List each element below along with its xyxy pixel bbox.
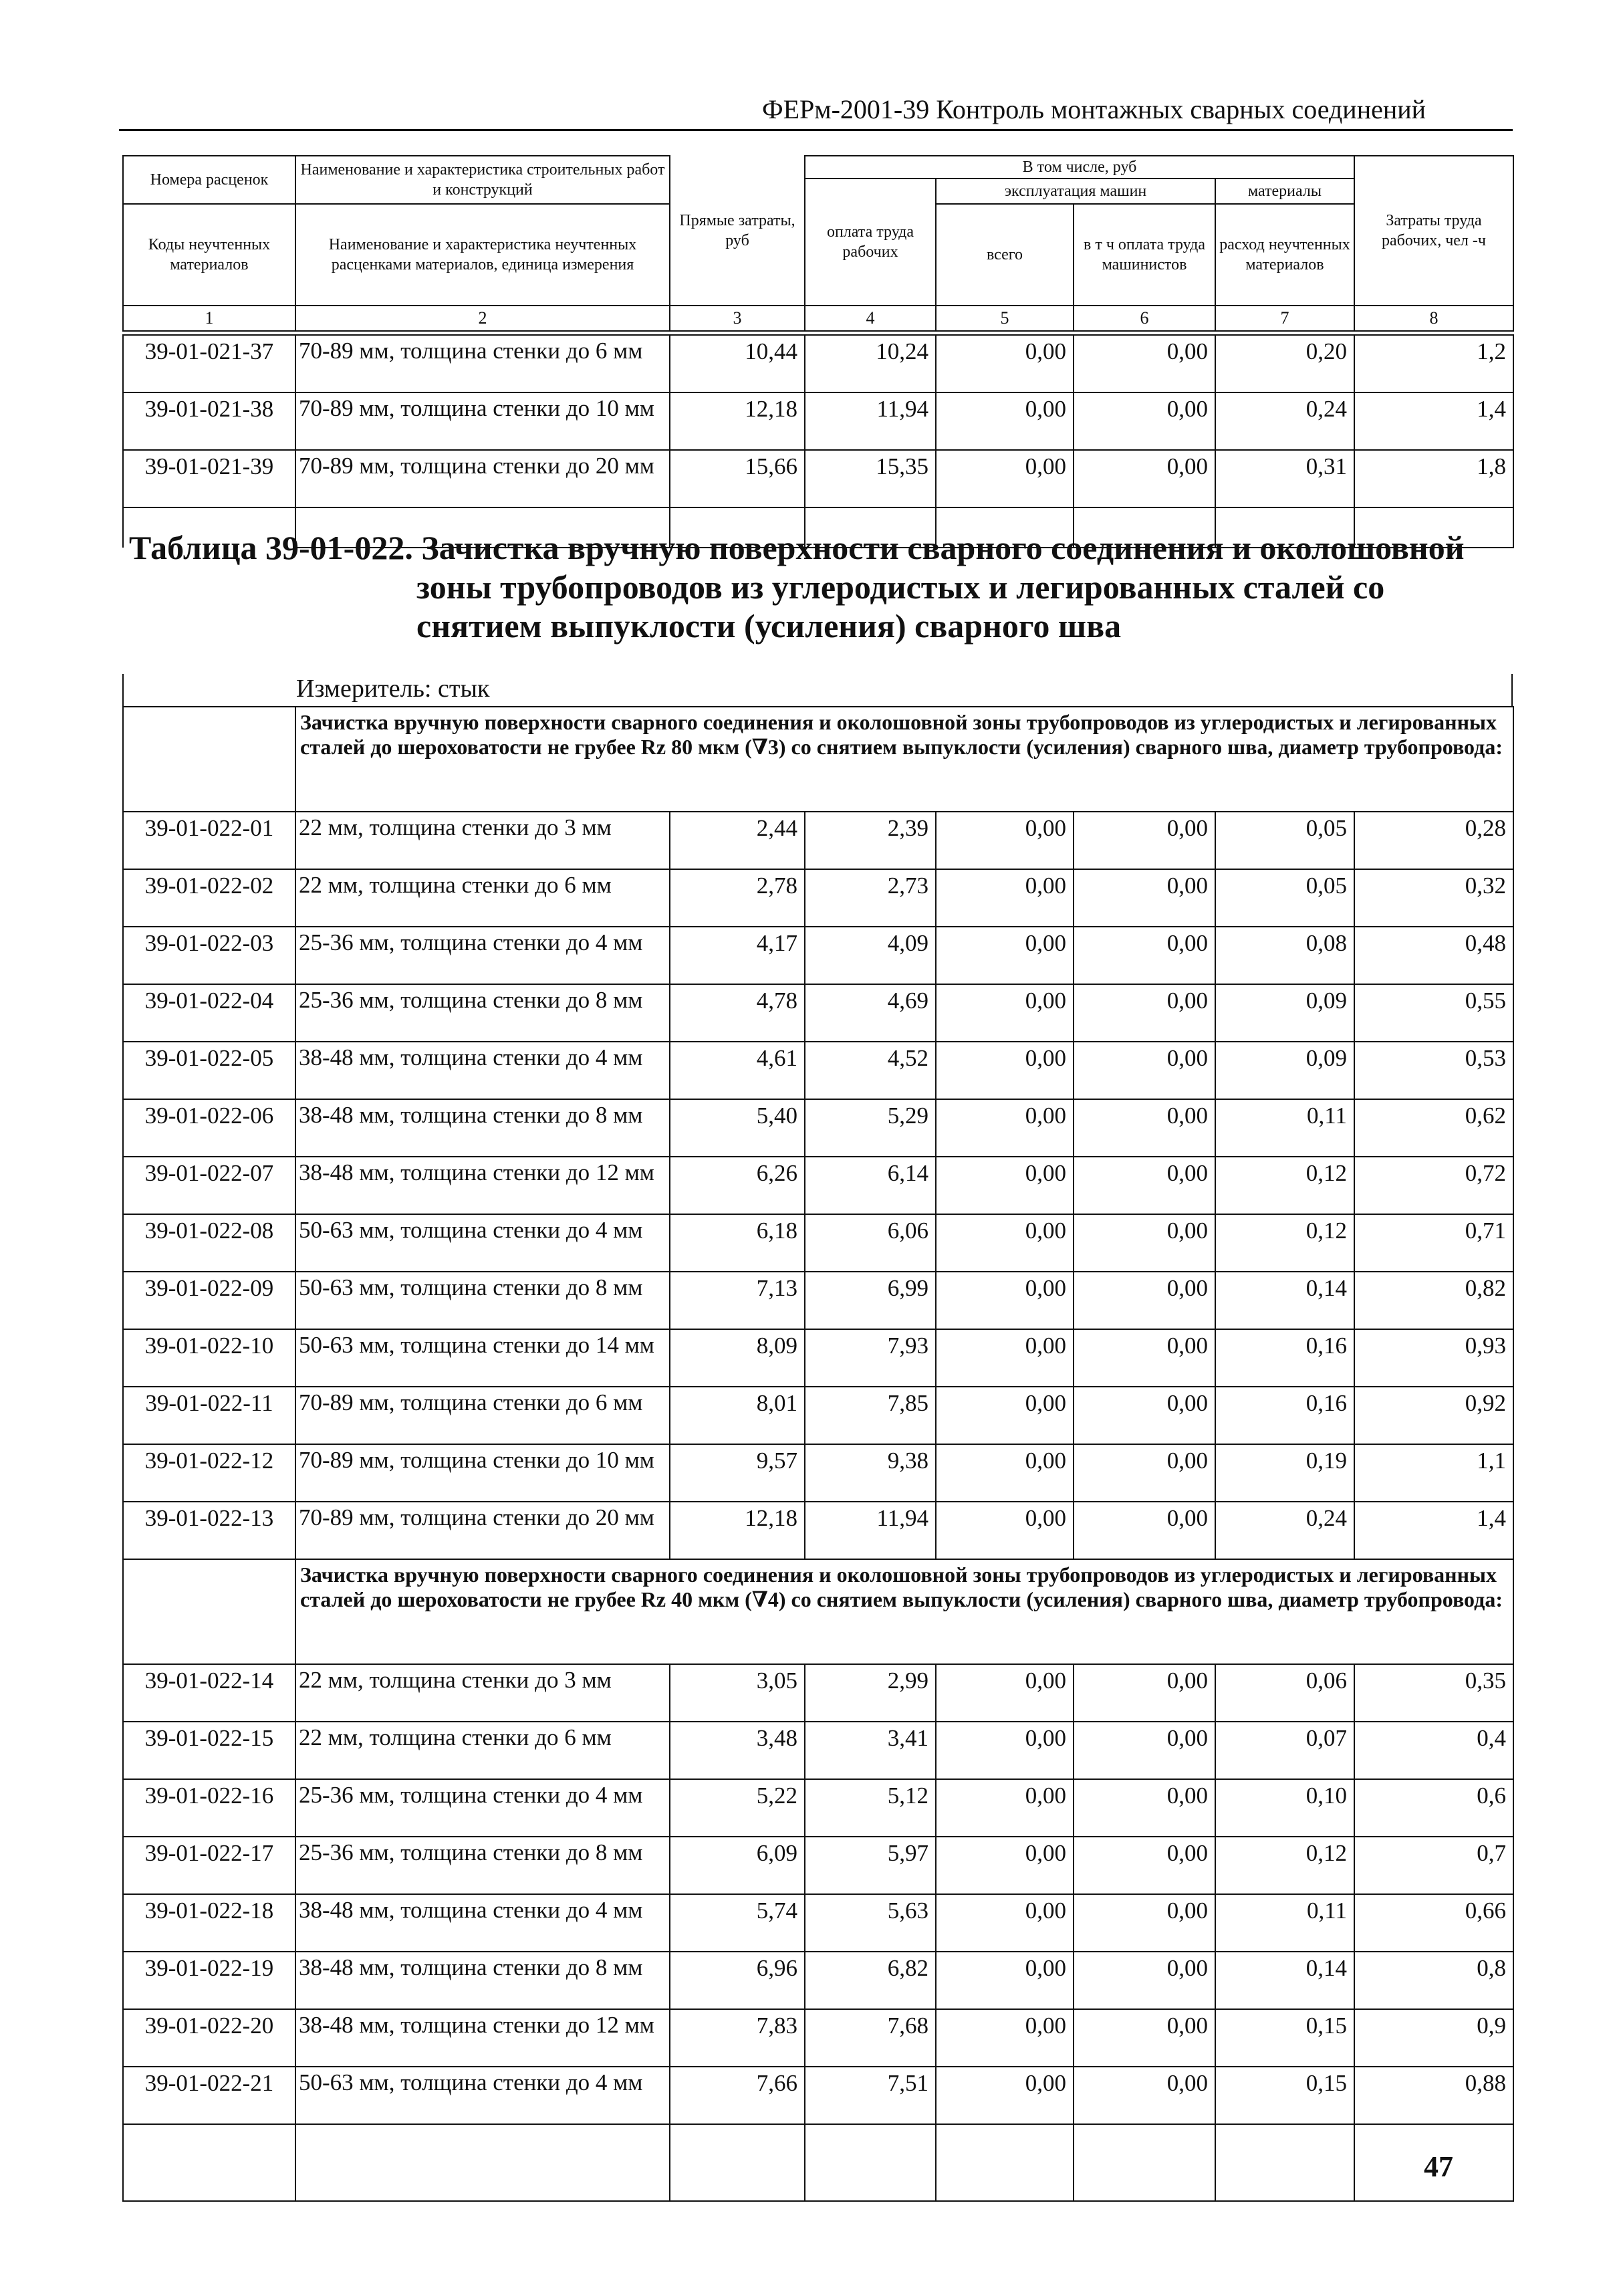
table-row bbox=[123, 2009, 1513, 2067]
machines-total-value: 0,00 bbox=[936, 1779, 1074, 1837]
meter-line bbox=[122, 674, 1513, 706]
labor-value: 0,28 bbox=[1354, 812, 1513, 869]
labor-value: 0,93 bbox=[1354, 1329, 1513, 1387]
direct-costs-value: 7,13 bbox=[670, 1272, 805, 1329]
table-row bbox=[123, 450, 1513, 507]
materials-value: 0,09 bbox=[1215, 1042, 1354, 1099]
header-name-top: Наименование и характеристика строительных работ и конструкций bbox=[295, 156, 670, 204]
rate-code: 39-01-022-07 bbox=[123, 1157, 295, 1214]
labor-value: 0,92 bbox=[1354, 1387, 1513, 1444]
header-machines: эксплуатация машин bbox=[936, 179, 1215, 204]
direct-costs-value: 6,26 bbox=[670, 1157, 805, 1214]
work-name: 70-89 мм, толщина стенки до 6 мм bbox=[295, 335, 670, 392]
machines-total-value: 0,00 bbox=[936, 1952, 1074, 2009]
table-row bbox=[123, 1894, 1513, 1952]
machinists-wages-value: 0,00 bbox=[1074, 1779, 1215, 1837]
work-name: 70-89 мм, толщина стенки до 20 мм bbox=[295, 1502, 670, 1559]
header-machines-total: всего bbox=[936, 204, 1074, 306]
table-title bbox=[122, 528, 1513, 646]
wages-value: 5,29 bbox=[805, 1099, 936, 1157]
work-name: 25-36 мм, толщина стенки до 4 мм bbox=[295, 1779, 670, 1837]
group-code-cell bbox=[123, 1559, 295, 1664]
machinists-wages-value: 0,00 bbox=[1074, 335, 1215, 392]
work-name: 22 мм, толщина стенки до 6 мм bbox=[295, 1722, 670, 1779]
direct-costs-value: 5,22 bbox=[670, 1779, 805, 1837]
direct-costs-value: 5,40 bbox=[670, 1099, 805, 1157]
labor-value: 1,4 bbox=[1354, 392, 1513, 450]
materials-value: 0,24 bbox=[1215, 1502, 1354, 1559]
machinists-wages-value: 0,00 bbox=[1074, 1837, 1215, 1894]
machinists-wages-value: 0,00 bbox=[1074, 869, 1215, 927]
machinists-wages-value: 0,00 bbox=[1074, 450, 1215, 507]
rates-table bbox=[122, 706, 1514, 2202]
materials-value: 0,12 bbox=[1215, 1214, 1354, 1272]
machines-total-value: 0,00 bbox=[936, 1329, 1074, 1387]
materials-value: 0,16 bbox=[1215, 1387, 1354, 1444]
machines-total-value: 0,00 bbox=[936, 1894, 1074, 1952]
work-name: 50-63 мм, толщина стенки до 8 мм bbox=[295, 1272, 670, 1329]
work-name: 25-36 мм, толщина стенки до 8 мм bbox=[295, 1837, 670, 1894]
rate-code: 39-01-022-05 bbox=[123, 1042, 295, 1099]
table-row bbox=[123, 2067, 1513, 2124]
work-name: 25-36 мм, толщина стенки до 8 мм bbox=[295, 984, 670, 1042]
wages-value: 11,94 bbox=[805, 1502, 936, 1559]
work-name: 70-89 мм, толщина стенки до 10 мм bbox=[295, 392, 670, 450]
column-number: 8 bbox=[1354, 306, 1513, 331]
machines-total-value: 0,00 bbox=[936, 1502, 1074, 1559]
materials-value: 0,05 bbox=[1215, 812, 1354, 869]
wages-value: 5,97 bbox=[805, 1837, 936, 1894]
wages-value: 10,24 bbox=[805, 335, 936, 392]
table-row bbox=[123, 1837, 1513, 1894]
machines-total-value: 0,00 bbox=[936, 927, 1074, 984]
materials-value: 0,06 bbox=[1215, 1664, 1354, 1722]
rate-code: 39-01-022-14 bbox=[123, 1664, 295, 1722]
materials-value: 0,11 bbox=[1215, 1894, 1354, 1952]
machines-total-value: 0,00 bbox=[936, 1387, 1074, 1444]
direct-costs-value: 8,09 bbox=[670, 1329, 805, 1387]
direct-costs-value: 3,05 bbox=[670, 1664, 805, 1722]
wages-value: 6,14 bbox=[805, 1157, 936, 1214]
header-materials: материалы bbox=[1215, 179, 1354, 204]
labor-value: 0,6 bbox=[1354, 1779, 1513, 1837]
rate-code: 39-01-021-39 bbox=[123, 450, 295, 507]
materials-value: 0,05 bbox=[1215, 869, 1354, 927]
rate-code: 39-01-022-08 bbox=[123, 1214, 295, 1272]
materials-value: 0,15 bbox=[1215, 2009, 1354, 2067]
machines-total-value: 0,00 bbox=[936, 812, 1074, 869]
machinists-wages-value: 0,00 bbox=[1074, 1894, 1215, 1952]
materials-value: 0,31 bbox=[1215, 450, 1354, 507]
materials-value: 0,24 bbox=[1215, 392, 1354, 450]
materials-value: 0,15 bbox=[1215, 2067, 1354, 2124]
labor-value: 1,8 bbox=[1354, 450, 1513, 507]
direct-costs-value: 9,57 bbox=[670, 1444, 805, 1502]
header-including: В том числе, руб bbox=[805, 156, 1354, 179]
page-number: 47 bbox=[1424, 2150, 1453, 2183]
wages-value: 11,94 bbox=[805, 392, 936, 450]
wages-value: 4,69 bbox=[805, 984, 936, 1042]
header-wages: оплата труда рабочих bbox=[805, 179, 936, 306]
header-machinists-wages: в т ч оплата труда машинистов bbox=[1074, 204, 1215, 306]
wages-value: 7,93 bbox=[805, 1329, 936, 1387]
table-row bbox=[123, 1444, 1513, 1502]
column-number: 2 bbox=[295, 306, 670, 331]
rate-code: 39-01-022-19 bbox=[123, 1952, 295, 2009]
wages-value: 4,52 bbox=[805, 1042, 936, 1099]
machinists-wages-value: 0,00 bbox=[1074, 1272, 1215, 1329]
wages-value: 5,63 bbox=[805, 1894, 936, 1952]
rate-code: 39-01-021-38 bbox=[123, 392, 295, 450]
wages-value: 5,12 bbox=[805, 1779, 936, 1837]
rate-code: 39-01-022-06 bbox=[123, 1099, 295, 1157]
direct-costs-value: 2,78 bbox=[670, 869, 805, 927]
wages-value: 3,41 bbox=[805, 1722, 936, 1779]
direct-costs-value: 7,83 bbox=[670, 2009, 805, 2067]
materials-value: 0,11 bbox=[1215, 1099, 1354, 1157]
labor-value: 0,8 bbox=[1354, 1952, 1513, 2009]
meter-label: Измеритель: стык bbox=[296, 675, 490, 703]
table-row bbox=[123, 1779, 1513, 1837]
work-name: 38-48 мм, толщина стенки до 4 мм bbox=[295, 1042, 670, 1099]
machines-total-value: 0,00 bbox=[936, 1444, 1074, 1502]
work-name: 38-48 мм, толщина стенки до 8 мм bbox=[295, 1952, 670, 2009]
machines-total-value: 0,00 bbox=[936, 392, 1074, 450]
work-name: 70-89 мм, толщина стенки до 10 мм bbox=[295, 1444, 670, 1502]
table-row bbox=[123, 1214, 1513, 1272]
machines-total-value: 0,00 bbox=[936, 2009, 1074, 2067]
wages-value: 6,06 bbox=[805, 1214, 936, 1272]
wages-value: 2,73 bbox=[805, 869, 936, 927]
table-row bbox=[123, 1042, 1513, 1099]
group-heading-row bbox=[123, 707, 1513, 812]
labor-value: 0,88 bbox=[1354, 2067, 1513, 2124]
wages-value: 15,35 bbox=[805, 450, 936, 507]
rate-code: 39-01-022-01 bbox=[123, 812, 295, 869]
wages-value: 7,85 bbox=[805, 1387, 936, 1444]
table-number: Таблица 39-01-022. bbox=[129, 529, 413, 566]
machines-total-value: 0,00 bbox=[936, 1157, 1074, 1214]
labor-value: 0,82 bbox=[1354, 1272, 1513, 1329]
table-row bbox=[123, 869, 1513, 927]
machinists-wages-value: 0,00 bbox=[1074, 1387, 1215, 1444]
rate-code: 39-01-022-15 bbox=[123, 1722, 295, 1779]
column-header-table bbox=[122, 155, 1514, 332]
machinists-wages-value: 0,00 bbox=[1074, 1099, 1215, 1157]
direct-costs-value: 3,48 bbox=[670, 1722, 805, 1779]
direct-costs-value: 10,44 bbox=[670, 335, 805, 392]
labor-value: 0,7 bbox=[1354, 1837, 1513, 1894]
labor-value: 0,55 bbox=[1354, 984, 1513, 1042]
header-direct-costs: Прямые затраты, руб bbox=[670, 156, 805, 306]
work-name: 70-89 мм, толщина стенки до 20 мм bbox=[295, 450, 670, 507]
header-labor: Затраты труда рабочих, чел -ч bbox=[1354, 156, 1513, 306]
wages-value: 2,99 bbox=[805, 1664, 936, 1722]
labor-value: 0,35 bbox=[1354, 1664, 1513, 1722]
running-head: ФЕРм-2001-39 Контроль монтажных сварных соединений bbox=[762, 94, 1426, 124]
machines-total-value: 0,00 bbox=[936, 984, 1074, 1042]
work-name: 22 мм, толщина стенки до 3 мм bbox=[295, 1664, 670, 1722]
materials-value: 0,07 bbox=[1215, 1722, 1354, 1779]
wages-value: 6,99 bbox=[805, 1272, 936, 1329]
machines-total-value: 0,00 bbox=[936, 869, 1074, 927]
rate-code: 39-01-021-37 bbox=[123, 335, 295, 392]
machinists-wages-value: 0,00 bbox=[1074, 2067, 1215, 2124]
table-row bbox=[123, 1722, 1513, 1779]
machinists-wages-value: 0,00 bbox=[1074, 2009, 1215, 2067]
header-codes-top: Номера расценок bbox=[123, 156, 295, 204]
column-number: 7 bbox=[1215, 306, 1354, 331]
rate-code: 39-01-022-12 bbox=[123, 1444, 295, 1502]
work-name: 38-48 мм, толщина стенки до 12 мм bbox=[295, 2009, 670, 2067]
wages-value: 4,09 bbox=[805, 927, 936, 984]
rate-code: 39-01-022-09 bbox=[123, 1272, 295, 1329]
materials-value: 0,14 bbox=[1215, 1952, 1354, 2009]
machines-total-value: 0,00 bbox=[936, 2067, 1074, 2124]
machinists-wages-value: 0,00 bbox=[1074, 812, 1215, 869]
header-codes-bottom: Коды неучтенных материалов bbox=[123, 204, 295, 306]
labor-value: 0,72 bbox=[1354, 1157, 1513, 1214]
header-name-bottom: Наименование и характеристика неучтенных расценками материалов, единица измерения bbox=[295, 204, 670, 306]
rate-code: 39-01-022-03 bbox=[123, 927, 295, 984]
machinists-wages-value: 0,00 bbox=[1074, 1502, 1215, 1559]
labor-value: 0,32 bbox=[1354, 869, 1513, 927]
group-code-cell bbox=[123, 707, 295, 812]
work-name: 22 мм, толщина стенки до 3 мм bbox=[295, 812, 670, 869]
table-row bbox=[123, 1099, 1513, 1157]
table-row bbox=[123, 1952, 1513, 2009]
direct-costs-value: 12,18 bbox=[670, 392, 805, 450]
work-name: 50-63 мм, толщина стенки до 4 мм bbox=[295, 1214, 670, 1272]
direct-costs-value: 4,61 bbox=[670, 1042, 805, 1099]
labor-value: 1,4 bbox=[1354, 1502, 1513, 1559]
machinists-wages-value: 0,00 bbox=[1074, 1157, 1215, 1214]
work-name: 22 мм, толщина стенки до 6 мм bbox=[295, 869, 670, 927]
materials-value: 0,09 bbox=[1215, 984, 1354, 1042]
rate-code: 39-01-022-10 bbox=[123, 1329, 295, 1387]
rate-code: 39-01-022-13 bbox=[123, 1502, 295, 1559]
continuation-table bbox=[122, 334, 1514, 548]
rate-code: 39-01-022-17 bbox=[123, 1837, 295, 1894]
labor-value: 0,71 bbox=[1354, 1214, 1513, 1272]
labor-value: 1,2 bbox=[1354, 335, 1513, 392]
table-title-line: снятием выпуклости (усиления) сварного шва bbox=[416, 607, 1122, 645]
column-number: 5 bbox=[936, 306, 1074, 331]
column-number: 1 bbox=[123, 306, 295, 331]
machinists-wages-value: 0,00 bbox=[1074, 927, 1215, 984]
header-rule bbox=[119, 129, 1513, 131]
wages-value: 9,38 bbox=[805, 1444, 936, 1502]
direct-costs-value: 7,66 bbox=[670, 2067, 805, 2124]
table-title-line: зоны трубопроводов из углеродистых и легированных сталей со bbox=[416, 568, 1385, 606]
direct-costs-value: 2,44 bbox=[670, 812, 805, 869]
materials-value: 0,10 bbox=[1215, 1779, 1354, 1837]
labor-value: 0,62 bbox=[1354, 1099, 1513, 1157]
column-number: 3 bbox=[670, 306, 805, 331]
rate-code: 39-01-022-16 bbox=[123, 1779, 295, 1837]
wages-value: 7,68 bbox=[805, 2009, 936, 2067]
machinists-wages-value: 0,00 bbox=[1074, 1214, 1215, 1272]
work-name: 50-63 мм, толщина стенки до 4 мм bbox=[295, 2067, 670, 2124]
work-name: 25-36 мм, толщина стенки до 4 мм bbox=[295, 927, 670, 984]
direct-costs-value: 5,74 bbox=[670, 1894, 805, 1952]
labor-value: 0,4 bbox=[1354, 1722, 1513, 1779]
labor-value: 0,9 bbox=[1354, 2009, 1513, 2067]
group-heading-row bbox=[123, 1559, 1513, 1664]
table-row bbox=[123, 984, 1513, 1042]
table-row bbox=[123, 1329, 1513, 1387]
column-number: 6 bbox=[1074, 306, 1215, 331]
work-name: 50-63 мм, толщина стенки до 14 мм bbox=[295, 1329, 670, 1387]
labor-value: 1,1 bbox=[1354, 1444, 1513, 1502]
machines-total-value: 0,00 bbox=[936, 1837, 1074, 1894]
table-row bbox=[123, 812, 1513, 869]
wages-value: 6,82 bbox=[805, 1952, 936, 2009]
labor-value: 0,53 bbox=[1354, 1042, 1513, 1099]
machines-total-value: 0,00 bbox=[936, 1042, 1074, 1099]
table-title-line: Зачистка вручную поверхности сварного соединения и околошовной bbox=[421, 529, 1465, 566]
table-row bbox=[123, 1272, 1513, 1329]
direct-costs-value: 8,01 bbox=[670, 1387, 805, 1444]
work-name: 38-48 мм, толщина стенки до 12 мм bbox=[295, 1157, 670, 1214]
machines-total-value: 0,00 bbox=[936, 1214, 1074, 1272]
table-row bbox=[123, 1157, 1513, 1214]
column-number: 4 bbox=[805, 306, 936, 331]
labor-value: 0,66 bbox=[1354, 1894, 1513, 1952]
table-row bbox=[123, 927, 1513, 984]
group-heading: Зачистка вручную поверхности сварного соединения и околошовной зоны трубопроводов из углеродистых и легированных сталей до шероховатости не грубее Rz 40 мкм (∇4) со снятием выпуклости (усиления) сварного шва, диаметр трубопровода: bbox=[295, 1559, 1513, 1664]
machines-total-value: 0,00 bbox=[936, 335, 1074, 392]
rate-code: 39-01-022-21 bbox=[123, 2067, 295, 2124]
machinists-wages-value: 0,00 bbox=[1074, 1042, 1215, 1099]
group-heading: Зачистка вручную поверхности сварного соединения и околошовной зоны трубопроводов из углеродистых и легированных сталей до шероховатости не грубее Rz 80 мкм (∇3) со снятием выпуклости (усиления) сварного шва, диаметр трубопровода: bbox=[295, 707, 1513, 812]
machinists-wages-value: 0,00 bbox=[1074, 1444, 1215, 1502]
work-name: 38-48 мм, толщина стенки до 8 мм bbox=[295, 1099, 670, 1157]
machines-total-value: 0,00 bbox=[936, 450, 1074, 507]
rate-code: 39-01-022-02 bbox=[123, 869, 295, 927]
table-row bbox=[123, 1387, 1513, 1444]
machinists-wages-value: 0,00 bbox=[1074, 392, 1215, 450]
materials-value: 0,08 bbox=[1215, 927, 1354, 984]
machines-total-value: 0,00 bbox=[936, 1099, 1074, 1157]
rate-code: 39-01-022-18 bbox=[123, 1894, 295, 1952]
machinists-wages-value: 0,00 bbox=[1074, 984, 1215, 1042]
direct-costs-value: 6,96 bbox=[670, 1952, 805, 2009]
table-title-block bbox=[122, 528, 1513, 646]
direct-costs-value: 4,17 bbox=[670, 927, 805, 984]
direct-costs-value: 12,18 bbox=[670, 1502, 805, 1559]
wages-value: 7,51 bbox=[805, 2067, 936, 2124]
rate-code: 39-01-022-11 bbox=[123, 1387, 295, 1444]
materials-value: 0,12 bbox=[1215, 1837, 1354, 1894]
machinists-wages-value: 0,00 bbox=[1074, 1664, 1215, 1722]
machines-total-value: 0,00 bbox=[936, 1664, 1074, 1722]
direct-costs-value: 4,78 bbox=[670, 984, 805, 1042]
rate-code: 39-01-022-20 bbox=[123, 2009, 295, 2067]
rate-code: 39-01-022-04 bbox=[123, 984, 295, 1042]
work-name: 38-48 мм, толщина стенки до 4 мм bbox=[295, 1894, 670, 1952]
machines-total-value: 0,00 bbox=[936, 1722, 1074, 1779]
materials-value: 0,16 bbox=[1215, 1329, 1354, 1387]
direct-costs-value: 6,09 bbox=[670, 1837, 805, 1894]
machinists-wages-value: 0,00 bbox=[1074, 1722, 1215, 1779]
direct-costs-value: 6,18 bbox=[670, 1214, 805, 1272]
machinists-wages-value: 0,00 bbox=[1074, 1952, 1215, 2009]
table-row bbox=[123, 1502, 1513, 1559]
table-row bbox=[123, 335, 1513, 392]
table-row bbox=[123, 392, 1513, 450]
header-materials-usage: расход неучтенных материалов bbox=[1215, 204, 1354, 306]
machinists-wages-value: 0,00 bbox=[1074, 1329, 1215, 1387]
materials-value: 0,20 bbox=[1215, 335, 1354, 392]
materials-value: 0,14 bbox=[1215, 1272, 1354, 1329]
work-name: 70-89 мм, толщина стенки до 6 мм bbox=[295, 1387, 670, 1444]
materials-value: 0,12 bbox=[1215, 1157, 1354, 1214]
direct-costs-value: 15,66 bbox=[670, 450, 805, 507]
materials-value: 0,19 bbox=[1215, 1444, 1354, 1502]
labor-value: 0,48 bbox=[1354, 927, 1513, 984]
table-row bbox=[123, 1664, 1513, 1722]
machines-total-value: 0,00 bbox=[936, 1272, 1074, 1329]
wages-value: 2,39 bbox=[805, 812, 936, 869]
